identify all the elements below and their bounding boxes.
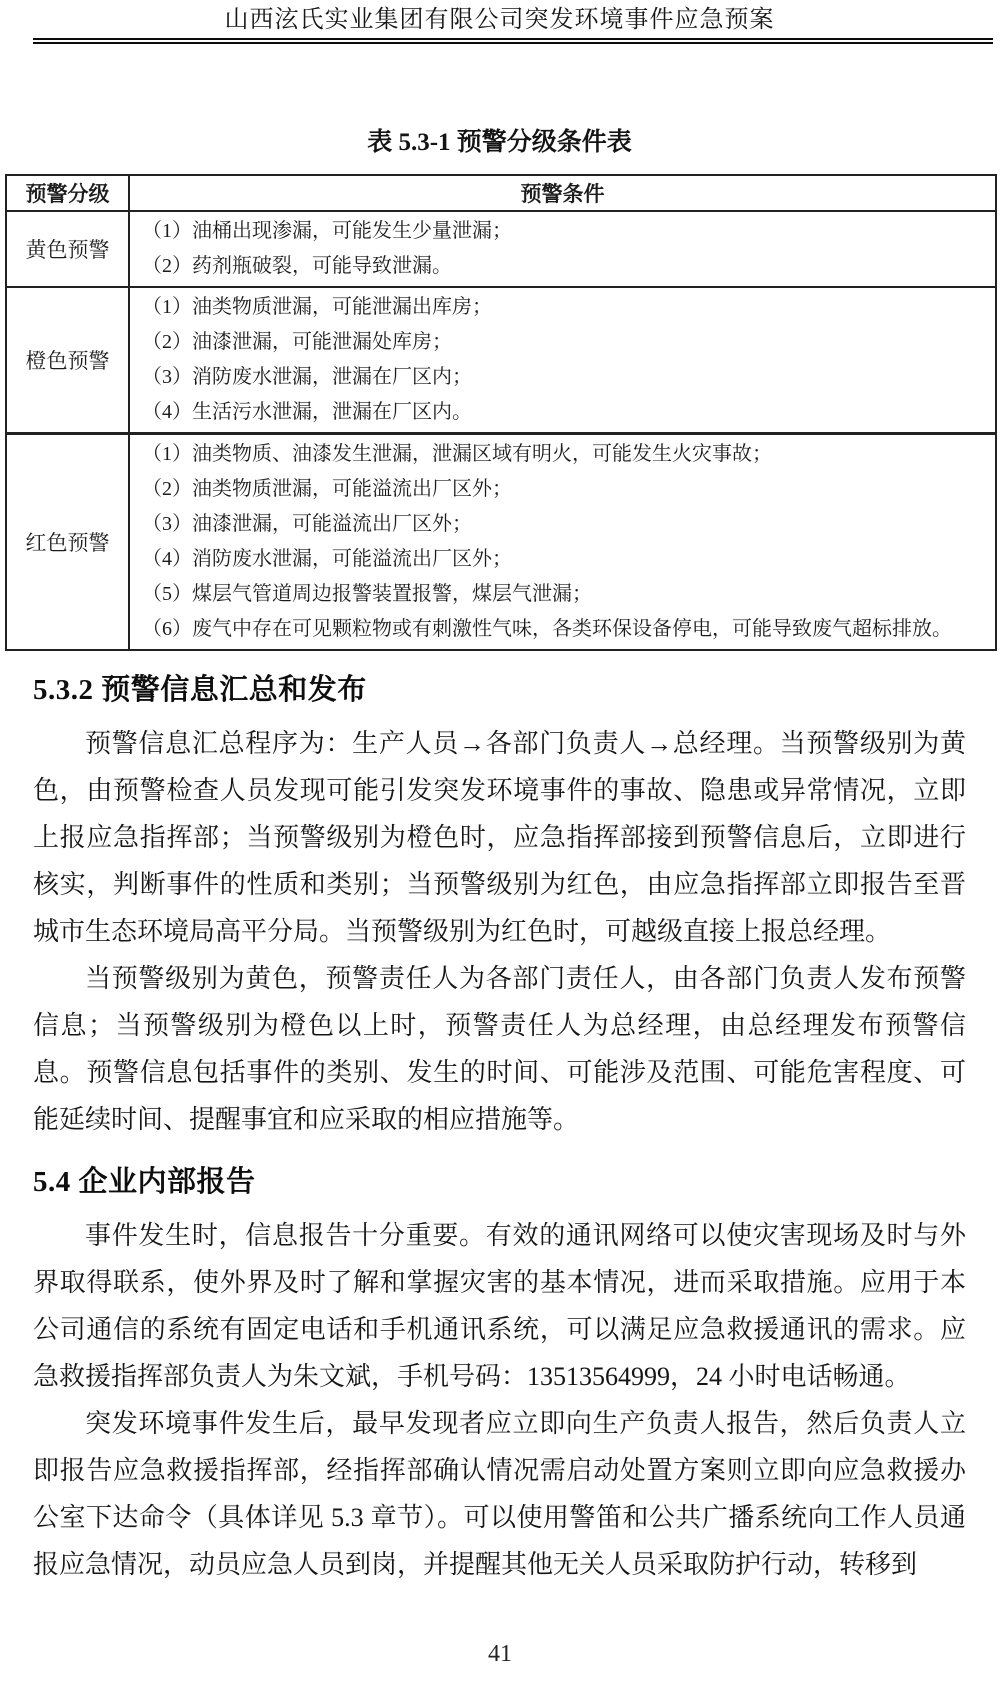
table-row-orange-warning bbox=[6, 287, 996, 434]
condition-line: （1）油类物质、油漆发生泄漏，泄漏区域有明火，可能发生火灾事故； bbox=[142, 443, 772, 465]
section-heading-5-3-2: 5.3.2 预警信息汇总和发布 bbox=[33, 674, 367, 706]
table-row-red-warning bbox=[6, 434, 996, 651]
table-caption: 表 5.3-1 预警分级条件表 bbox=[367, 129, 632, 156]
page-number: 41 bbox=[488, 1641, 512, 1667]
condition-line: （4）消防废水泄漏，可能溢流出厂区外； bbox=[142, 548, 512, 570]
column-header-warning-condition: 预警条件 bbox=[129, 175, 996, 211]
condition-line: （5）煤层气管道周边报警装置报警，煤层气泄漏； bbox=[142, 583, 592, 605]
table-header-row bbox=[6, 175, 996, 211]
warning-conditions-cell bbox=[129, 287, 996, 434]
warning-level-label: 黄色预警 bbox=[6, 211, 129, 287]
condition-line: （2）药剂瓶破裂，可能导致泄漏。 bbox=[142, 255, 452, 277]
header-divider-rule bbox=[33, 38, 993, 44]
warning-level-label: 红色预警 bbox=[6, 434, 129, 651]
condition-line: （2）油漆泄漏，可能泄漏处库房； bbox=[142, 331, 452, 353]
table-row-yellow-warning bbox=[6, 211, 996, 287]
warning-level-table bbox=[5, 174, 997, 651]
condition-line: （2）油类物质泄漏，可能溢流出厂区外； bbox=[142, 478, 512, 500]
paragraph-warning-info-release: 当预警级别为黄色，预警责任人为各部门责任人，由各部门负责人发布预警信息；当预警级别为橙色以上时，预警责任人为总经理，由总经理发布预警信息。预警信息包括事件的类别、发生的时间、可能涉及范围、可能危害程度、可能延续时间、提醒事宜和应采取的相应措施等。 bbox=[33, 964, 966, 1134]
condition-line: （6）废气中存在可见颗粒物或有刺激性气味，各类环保设备停电，可能导致废气超标排放。 bbox=[142, 618, 952, 640]
running-header-title: 山西泫氏实业集团有限公司突发环境事件应急预案 bbox=[224, 7, 775, 33]
condition-line: （1）油桶出现渗漏，可能发生少量泄漏； bbox=[142, 220, 512, 242]
warning-conditions-cell bbox=[129, 434, 996, 651]
paragraph-warning-info-procedure: 预警信息汇总程序为：生产人员→各部门负责人→总经理。当预警级别为黄色，由预警检查人员发现可能引发突发环境事件的事故、隐患或异常情况，立即上报应急指挥部；当预警级别为橙色时，应急指挥部接到预警信息后，立即进行核实，判断事件的性质和类别；当预警级别为红色，由应急指挥部立即报告至晋城市生态环境局高平分局。当预警级别为红色时，可越级直接上报总经理。 bbox=[33, 729, 966, 946]
column-header-warning-level: 预警分级 bbox=[6, 175, 129, 211]
warning-conditions-cell bbox=[129, 211, 996, 287]
condition-line: （3）油漆泄漏，可能溢流出厂区外； bbox=[142, 513, 472, 535]
condition-line: （1）油类物质泄漏，可能泄漏出库房； bbox=[142, 296, 492, 318]
condition-line: （3）消防废水泄漏，泄漏在厂区内； bbox=[142, 366, 472, 388]
warning-level-label: 橙色预警 bbox=[6, 287, 129, 434]
paragraph-internal-report-communication: 事件发生时，信息报告十分重要。有效的通讯网络可以使灾害现场及时与外界取得联系，使外界及时了解和掌握灾害的基本情况，进而采取措施。应用于本公司通信的系统有固定电话和手机通讯系统，可以满足应急救援通讯的需求。应急救援指挥部负责人为朱文斌，手机号码：13513564999，24 小时电话畅通。 bbox=[33, 1221, 966, 1391]
paragraph-internal-report-procedure: 突发环境事件发生后，最早发现者应立即向生产负责人报告，然后负责人立即报告应急救援指挥部，经指挥部确认情况需启动处置方案则立即向应急救援办公室下达命令（具体详见 5.3 章节）。可以使用警笛和公共广播系统向工作人员通报应急情况，动员应急人员到岗，并提醒其他无关人员采取防护行动，转移到 bbox=[33, 1409, 966, 1579]
section-heading-5-4: 5.4 企业内部报告 bbox=[33, 1166, 256, 1198]
condition-line: （4）生活污水泄漏，泄漏在厂区内。 bbox=[142, 401, 472, 423]
